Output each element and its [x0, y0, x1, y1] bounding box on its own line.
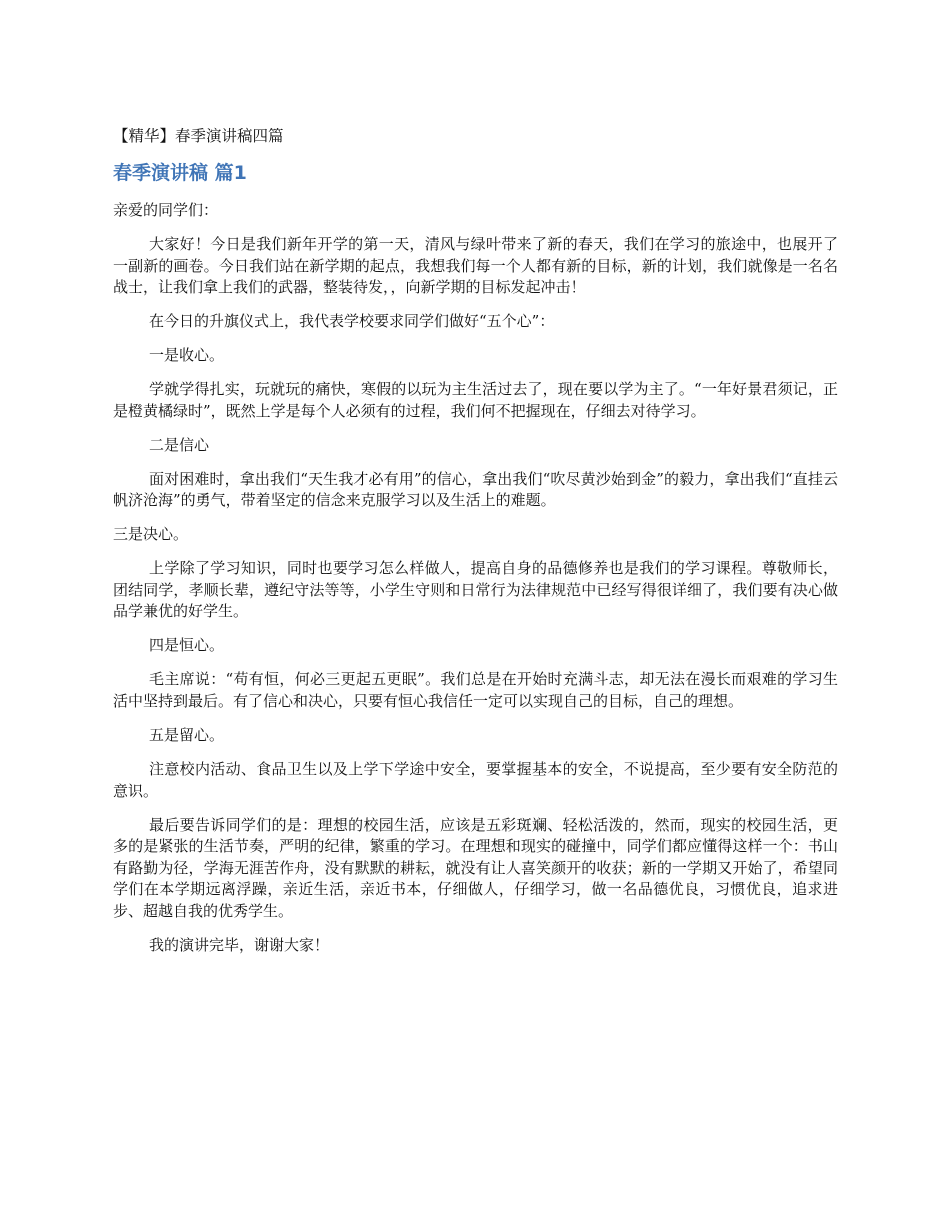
document-title: 【精华】春季演讲稿四篇: [113, 127, 284, 145]
paragraph: 上学除了学习知识，同时也要学习怎么样做人，提高自身的品德修养也是我们的学习课程。尊敬师长，团结同学，孝顺长辈，遵纪守法等等，小学生守则和日常行为法律规范中已经写得很详细了，我们要有决心做品学兼优的好学生。: [113, 559, 838, 621]
paragraph: 一是收心。: [149, 346, 225, 365]
document-page: [113, 122, 838, 969]
section-heading: 春季演讲稿 篇1: [113, 162, 247, 184]
paragraph: 注意校内活动、食品卫生以及上学下学途中安全，要掌握基本的安全，不说提高，至少要有安全防范的意识。: [113, 759, 838, 800]
paragraph: 亲爱的同学们：: [113, 201, 219, 219]
paragraph: 面对困难时，拿出我们“天生我才必有用”的信心，拿出我们“吹尽黄沙始到金”的毅力，拿出我们“直挂云帆济沧海”的勇气，带着坚定的信念来克服学习以及生活上的难题。: [113, 469, 838, 510]
paragraph: 我的演讲完毕，谢谢大家！: [149, 935, 330, 954]
paragraph: 三是决心。: [113, 525, 189, 544]
paragraph: 五是留心。: [149, 725, 225, 744]
paragraph: 最后要告诉同学们的是：理想的校园生活，应该是五彩斑斓、轻松活泼的，然而，现实的校园生活，更多的是紧张的生活节奏，严明的纪律，繁重的学习。在理想和现实的碰撞中，同学们都应懂得这样一个：书山有路勤为径，学海无涯苦作舟，没有默默的耕耘，就没有让人喜笑颜开的收获；新的一学期又开始了，希望同学们在本学期远离浮躁，亲近生活，亲近书本，仔细做人，仔细学习，做一名品德优良，习惯优良，追求进步、超越自我的优秀学生。: [113, 815, 838, 920]
paragraph: 在今日的升旗仪式上，我代表学校要求同学们做好“五个心”：: [149, 312, 555, 331]
paragraph: 学就学得扎实，玩就玩的痛快，寒假的以玩为主生活过去了，现在要以学为主了。“一年好景君须记，正是橙黄橘绿时”，既然上学是每个人必须有的过程，我们何不把握现在，仔细去对待学习。: [113, 380, 838, 420]
document-body: [113, 200, 838, 957]
paragraph: 毛主席说：“苟有恒，何必三更起五更眠”。我们总是在开始时充满斗志，却无法在漫长而艰难的学习生活中坚持到最后。有了信心和决心，只要有恒心我信任一定可以实现自己的目标，自己的理想。: [113, 670, 838, 710]
paragraph: 大家好！今日是我们新年开学的第一天，清风与绿叶带来了新的春天，我们在学习的旅途中，也展开了一副新的画卷。今日我们站在新学期的起点，我想我们每一个人都有新的目标，新的计划，我们就像是一名名战士，让我们拿上我们的武器，整装待发，，向新学期的目标发起冲击！: [113, 234, 838, 297]
paragraph: 二是信心: [149, 435, 210, 454]
paragraph: 四是恒心。: [149, 636, 225, 655]
